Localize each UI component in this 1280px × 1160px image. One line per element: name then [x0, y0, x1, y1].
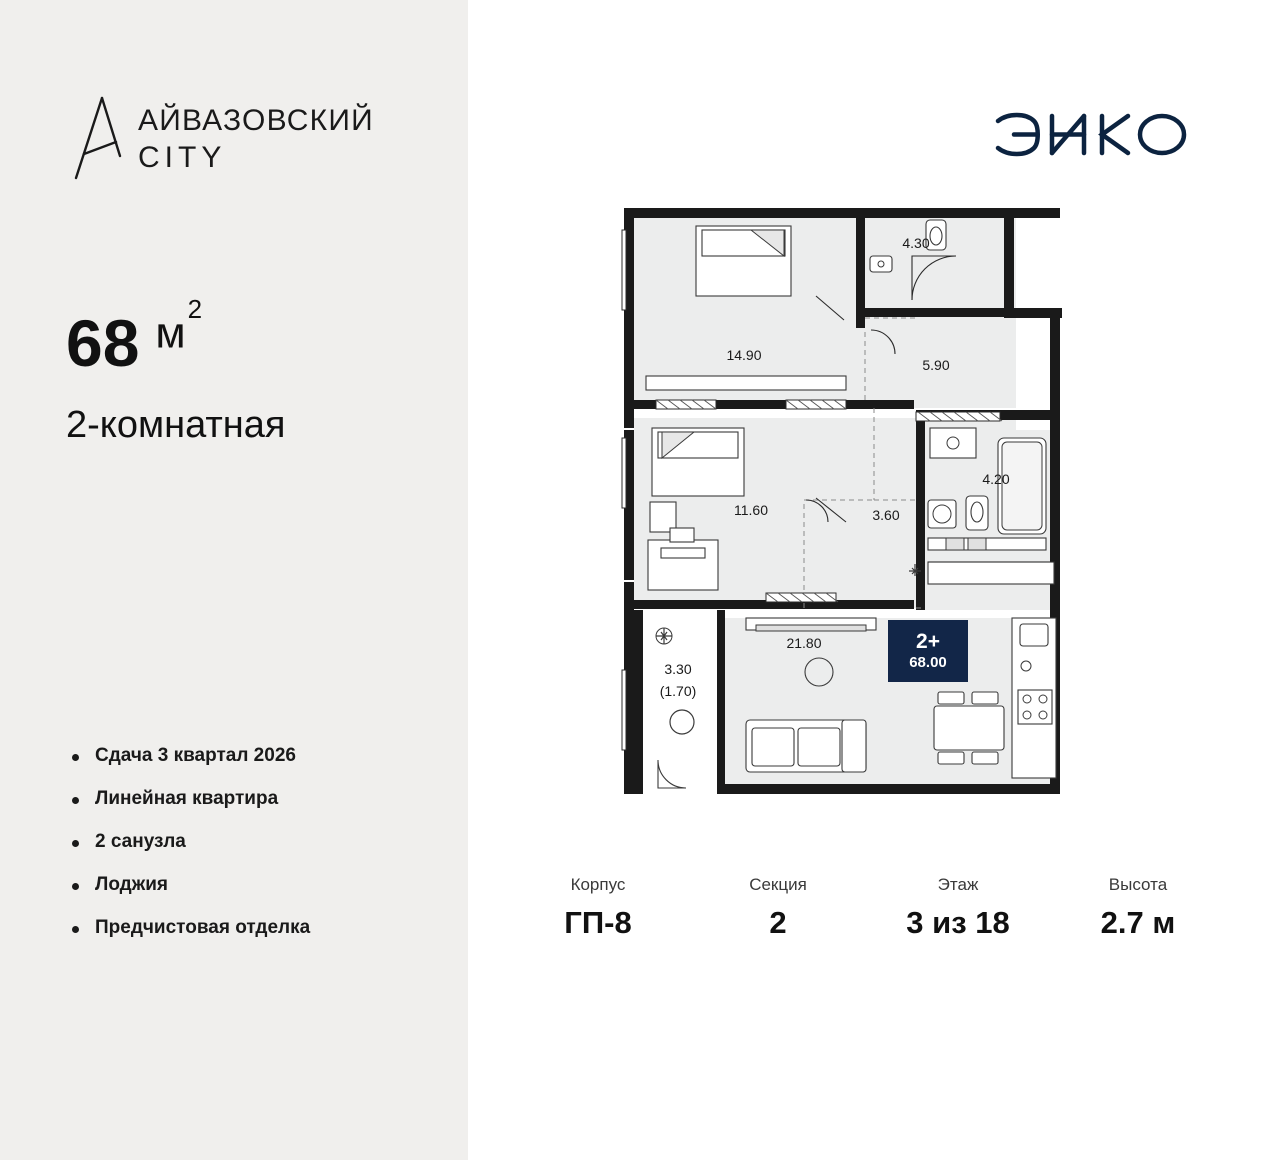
badge-area: 68.00 [909, 654, 947, 672]
svg-text:5.90: 5.90 [922, 357, 950, 373]
bullet-icon [72, 797, 79, 804]
floorplan-panel [468, 0, 1280, 1160]
area-unit-superscript: 2 [187, 294, 203, 324]
svg-text:(1.70): (1.70) [659, 683, 697, 699]
svg-text:4.30: 4.30 [902, 235, 930, 251]
list-item [72, 745, 310, 767]
floorplan-svg [616, 200, 1076, 805]
feature-text: Сдача 3 квартал 2026 [95, 745, 296, 766]
svg-text:14.90: 14.90 [726, 347, 762, 363]
spec-label: Этаж [937, 875, 979, 894]
feature-text: Лоджия [95, 874, 168, 895]
list-item [72, 788, 310, 810]
spec-value: 2 [769, 905, 787, 940]
floorplan-drawing [616, 200, 1076, 805]
svg-text:11.60: 11.60 [734, 502, 768, 518]
badge-rooms: 2+ [916, 630, 940, 654]
bullet-icon [72, 883, 79, 890]
brand-name-line1: АЙВАЗОВСКИЙ [138, 103, 374, 137]
list-item [72, 831, 310, 853]
area-summary [66, 294, 286, 446]
bullet-icon [72, 754, 79, 761]
spec-value: ГП-8 [564, 905, 632, 940]
area-unit: м [155, 308, 186, 358]
spec-ceiling-height [1048, 875, 1228, 941]
spec-label: Высота [1108, 875, 1168, 894]
list-item [72, 917, 310, 939]
brand-name-line2: CITY [138, 141, 227, 174]
spec-section [688, 875, 868, 941]
bullet-icon [72, 926, 79, 933]
svg-text:3.60: 3.60 [872, 507, 900, 523]
brand-logo [72, 96, 374, 182]
spec-building [508, 875, 688, 941]
feature-text: Линейная квартира [95, 788, 279, 809]
spec-label: Корпус [570, 875, 626, 894]
feature-text: Предчистовая отделка [95, 917, 311, 938]
svg-text:3.30: 3.30 [664, 661, 692, 677]
bullet-icon [72, 840, 79, 847]
apartment-badge [888, 620, 968, 682]
area-number: 68 [66, 306, 140, 380]
spec-value: 2.7 м [1100, 905, 1176, 940]
aivazovsky-a-icon [72, 96, 124, 182]
info-sidebar [0, 0, 468, 1160]
spec-floor [868, 875, 1048, 941]
developer-logo [992, 112, 1192, 163]
room-count-label: 2-комнатная [66, 404, 286, 446]
svg-text:4.20: 4.20 [982, 471, 1010, 487]
spec-value: 3 из 18 [906, 905, 1010, 940]
features-list [72, 745, 310, 960]
spec-label: Секция [749, 875, 807, 894]
list-item [72, 874, 310, 896]
svg-text:21.80: 21.80 [786, 635, 822, 651]
feature-text: 2 санузла [95, 831, 186, 852]
specs-row [508, 875, 1228, 941]
